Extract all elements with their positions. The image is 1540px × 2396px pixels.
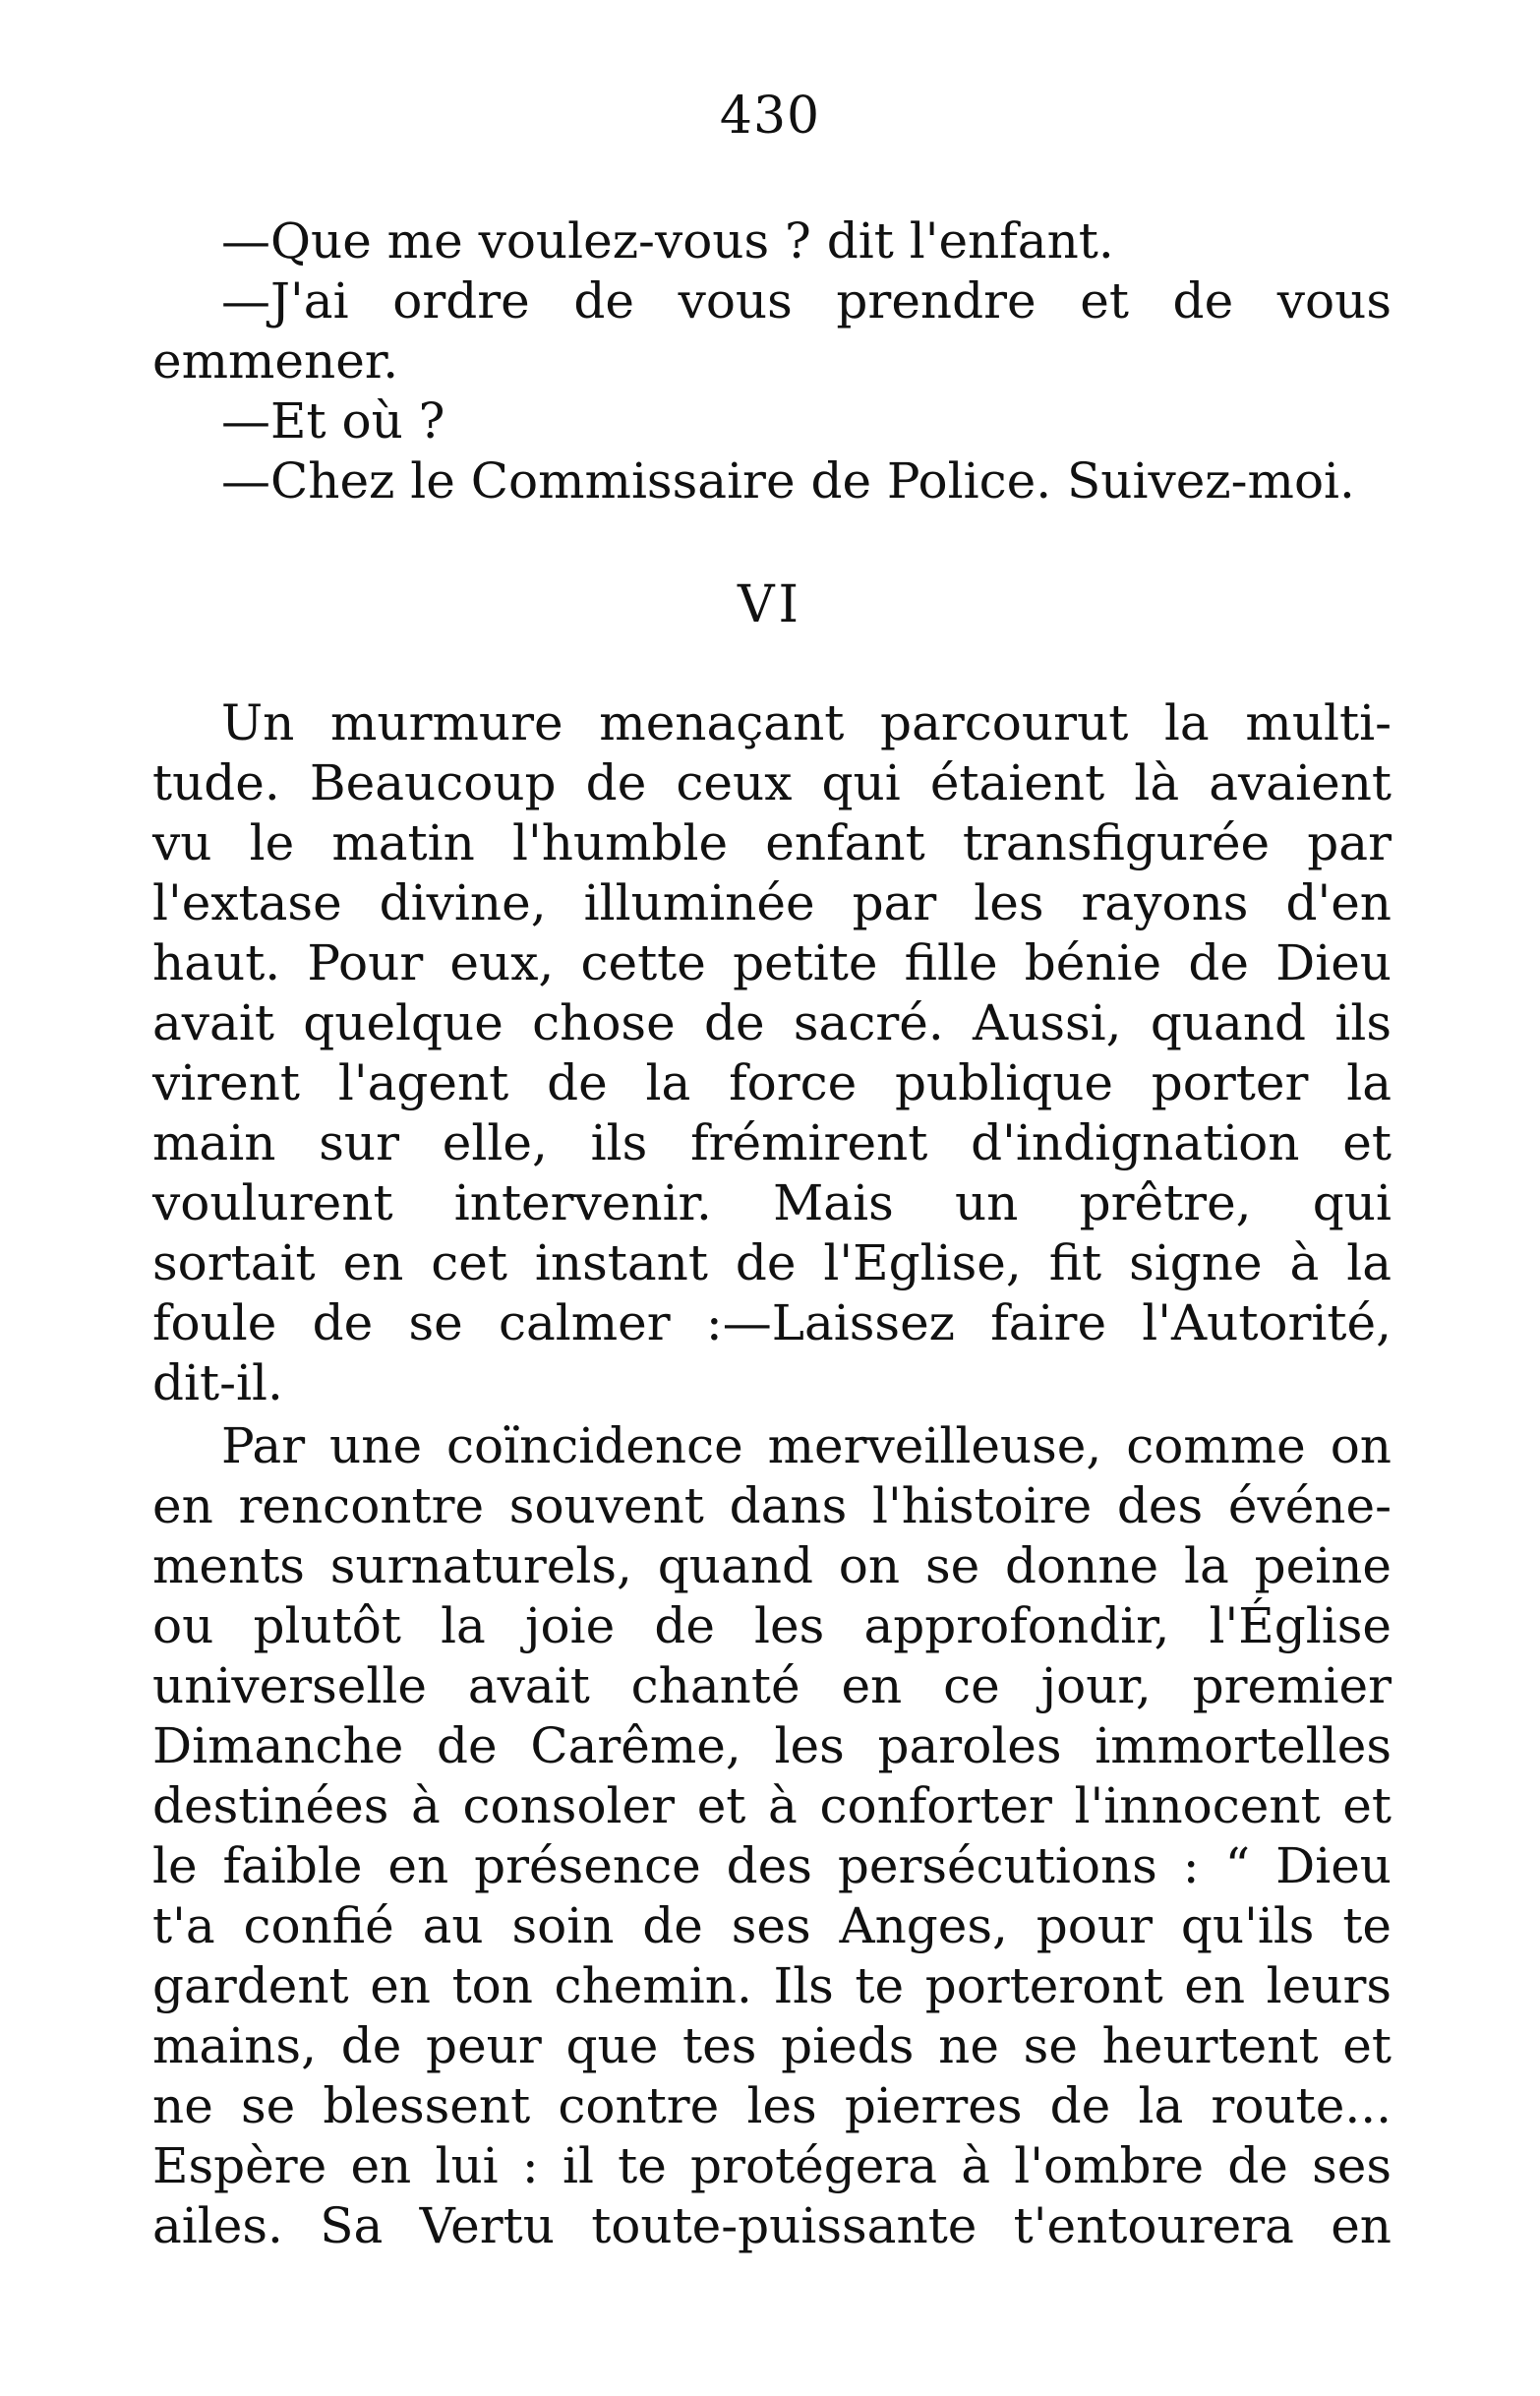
text-line: Un murmure menaçant parcourut la multi- [221, 694, 1392, 751]
paragraph-2 [152, 1416, 1392, 2256]
text-line: virent l'agent de la force publique porter la [152, 1054, 1392, 1111]
text-line: —Et où ? [221, 392, 445, 449]
text-line: t'a confié au soin de ses Anges, pour qu'ils te [152, 1897, 1392, 1954]
text-line: ailes. Sa Vertu toute-puissante t'entourera en [152, 2197, 1392, 2254]
text-line: main sur elle, ils frémirent d'indignation et [152, 1114, 1392, 1171]
text-line: —Chez le Commissaire de Police. Suivez-moi. [221, 452, 1355, 509]
text-line: Dimanche de Carême, les paroles immortelles [152, 1717, 1392, 1774]
text-line: tude. Beaucoup de ceux qui étaient là avaient [152, 754, 1392, 811]
text-line: l'extase divine, illuminée par les rayons d'en [152, 874, 1392, 931]
text-line: dit-il. [152, 1354, 283, 1411]
text-line: voulurent intervenir. Mais un prêtre, qui [152, 1174, 1392, 1231]
text-line: ou plutôt la joie de les approfondir, l'Église [152, 1597, 1392, 1654]
text-line: le faible en présence des persécutions : “ Dieu [152, 1837, 1392, 1894]
text-line: en rencontre souvent dans l'histoire des événe- [152, 1477, 1392, 1534]
text-line: ments surnaturels, quand on se donne la peine [152, 1537, 1392, 1594]
text-line: Par une coïncidence merveilleuse, comme on [221, 1417, 1392, 1474]
text-line: —Que me voulez-vous ? dit l'enfant. [221, 212, 1114, 270]
dialogue-block [152, 211, 1392, 511]
text-line: avait quelque chose de sacré. Aussi, quand ils [152, 994, 1392, 1051]
text-line: ne se blessent contre les pierres de la route... [152, 2077, 1392, 2134]
text-line: foule de se calmer :—Laissez faire l'Autorité, [152, 1294, 1392, 1351]
text-line: emmener. [152, 332, 399, 389]
section-heading: VI [737, 575, 803, 634]
text-line: mains, de peur que tes pieds ne se heurtent et [152, 2017, 1392, 2074]
text-line: gardent en ton chemin. Ils te porteront en leurs [152, 1957, 1392, 2014]
paragraph-1 [152, 693, 1392, 1413]
text-line: universelle avait chanté en ce jour, premier [152, 1657, 1392, 1714]
text-line: Espère en lui : il te protégera à l'ombre de ses [152, 2137, 1392, 2194]
text-line: haut. Pour eux, cette petite fille bénie de Dieu [152, 934, 1392, 991]
page-number: 430 [719, 87, 821, 146]
text-line: sortait en cet instant de l'Eglise, fit signe à la [152, 1234, 1392, 1291]
text-line: destinées à consoler et à conforter l'innocent et [152, 1777, 1392, 1834]
text-line: —J'ai ordre de vous prendre et de vous [221, 272, 1392, 329]
text-line: vu le matin l'humble enfant transfigurée par [152, 814, 1392, 871]
